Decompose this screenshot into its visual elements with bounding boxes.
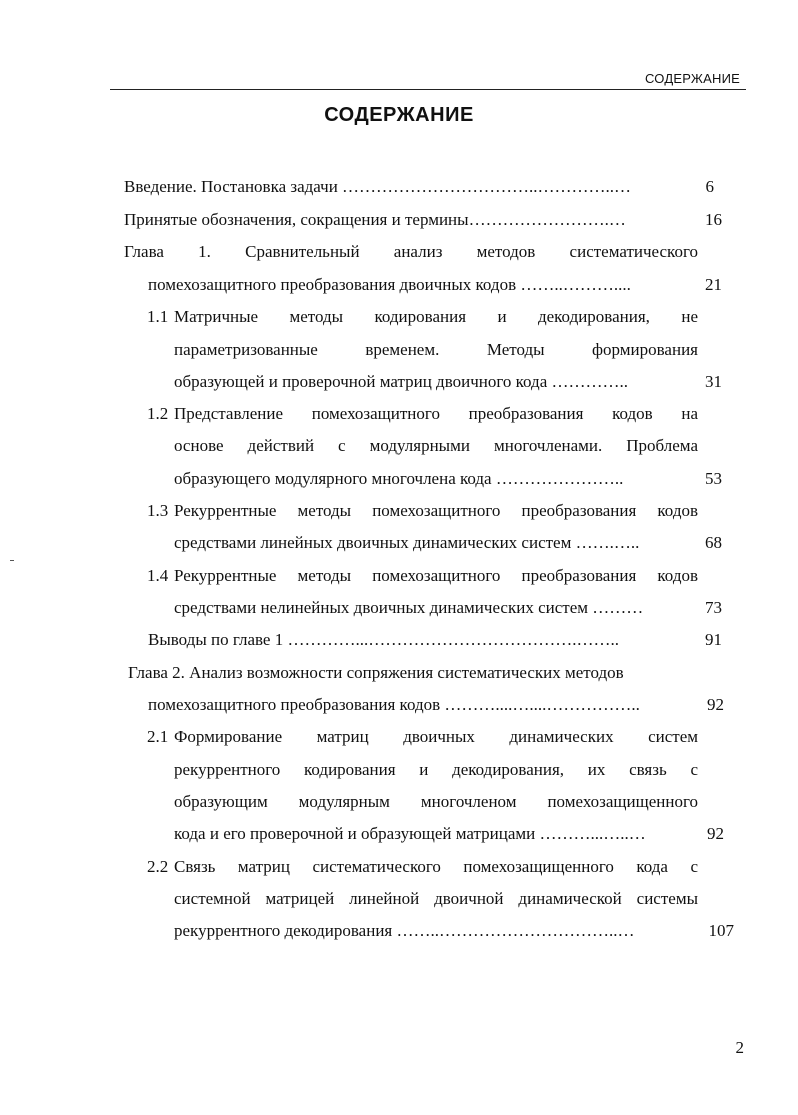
toc-section-number: 1.4 (147, 566, 169, 585)
toc-entry-line: рекуррентного кодирования и декодирования, их связь с (174, 760, 698, 779)
toc-page-number: 31 (705, 372, 722, 391)
toc-entry-line: Глава 1. Сравнительный анализ методов систематического (124, 242, 698, 261)
toc-entry-line: кода и его проверочной и образующей матрицами ………...…..… (174, 824, 646, 843)
toc-page-number: 92 (707, 695, 724, 714)
toc-page-number: 92 (707, 824, 724, 843)
toc-entry-line: Рекуррентные методы помехозащитного преобразования кодов (174, 566, 698, 585)
toc-entry-line: основе действий с модулярными многочленами. Проблема (174, 436, 698, 455)
toc-entry-line: помехозащитного преобразования двоичных кодов ……..……….... (148, 275, 631, 294)
toc-entry-text: Введение. Постановка задачи ……………………………..…………..… (124, 177, 632, 196)
toc-entry-line: образующего модулярного многочлена кода ………………….. (174, 469, 624, 488)
toc-entry-line: Представление помехозащитного преобразования кодов на (174, 404, 698, 423)
toc-entry-text: Выводы по главе 1 …………...……………………………….…….. (148, 630, 619, 649)
header-rule (110, 89, 746, 90)
toc-page-number: 91 (705, 630, 722, 649)
toc-page-number: 68 (705, 533, 722, 552)
toc-page-number: 21 (705, 275, 722, 294)
toc-page-number: 6 (705, 177, 714, 196)
toc-entry-line: Матричные методы кодирования и декодирования, не (174, 307, 698, 326)
toc-entry-line: Глава 2. Анализ возможности сопряжения систематических методов (128, 663, 624, 682)
toc-page-number: 107 (708, 921, 734, 940)
toc-page-number: 53 (705, 469, 722, 488)
toc-entry-line: образующим модулярным многочленом помехозащищенного (174, 792, 698, 811)
toc-section-number: 2.2 (147, 857, 169, 876)
toc-page-number: 16 (705, 210, 722, 229)
toc-section-number: 2.1 (147, 727, 169, 746)
toc-entry-line: рекуррентного декодирования ……..…………………………..… (174, 921, 635, 940)
page-title: СОДЕРЖАНИЕ (324, 104, 474, 126)
page-number: 2 (735, 1038, 744, 1057)
toc-entry-text: Принятые обозначения, сокращения и термины…………………….… (124, 210, 626, 229)
edge-mark (10, 560, 14, 561)
toc-entry-line: средствами линейных двоичных динамических систем …….….. (174, 533, 640, 552)
toc-section-number: 1.3 (147, 501, 169, 520)
toc-entry-line: образующей и проверочной матриц двоичного кода ………….. (174, 372, 628, 391)
toc-entry-line: Связь матриц систематического помехозащищенного кода с (174, 857, 698, 876)
toc-entry-line: Рекуррентные методы помехозащитного преобразования кодов (174, 501, 698, 520)
toc-entry-line: Формирование матриц двоичных динамических систем (174, 727, 698, 746)
toc-entry-line: системной матрицей линейной двоичной динамической системы (174, 889, 698, 908)
toc-section-number: 1.2 (147, 404, 169, 423)
toc-entry-line: помехозащитного преобразования кодов ………....…....…………….. (148, 695, 640, 714)
toc-entry-line: средствами нелинейных двоичных динамических систем ……… (174, 598, 644, 617)
toc-section-number: 1.1 (147, 307, 169, 326)
toc-entry-line: параметризованные временем. Методы формирования (174, 340, 698, 359)
running-header-label: СОДЕРЖАНИЕ (644, 71, 740, 86)
toc-page-number: 73 (705, 598, 722, 617)
